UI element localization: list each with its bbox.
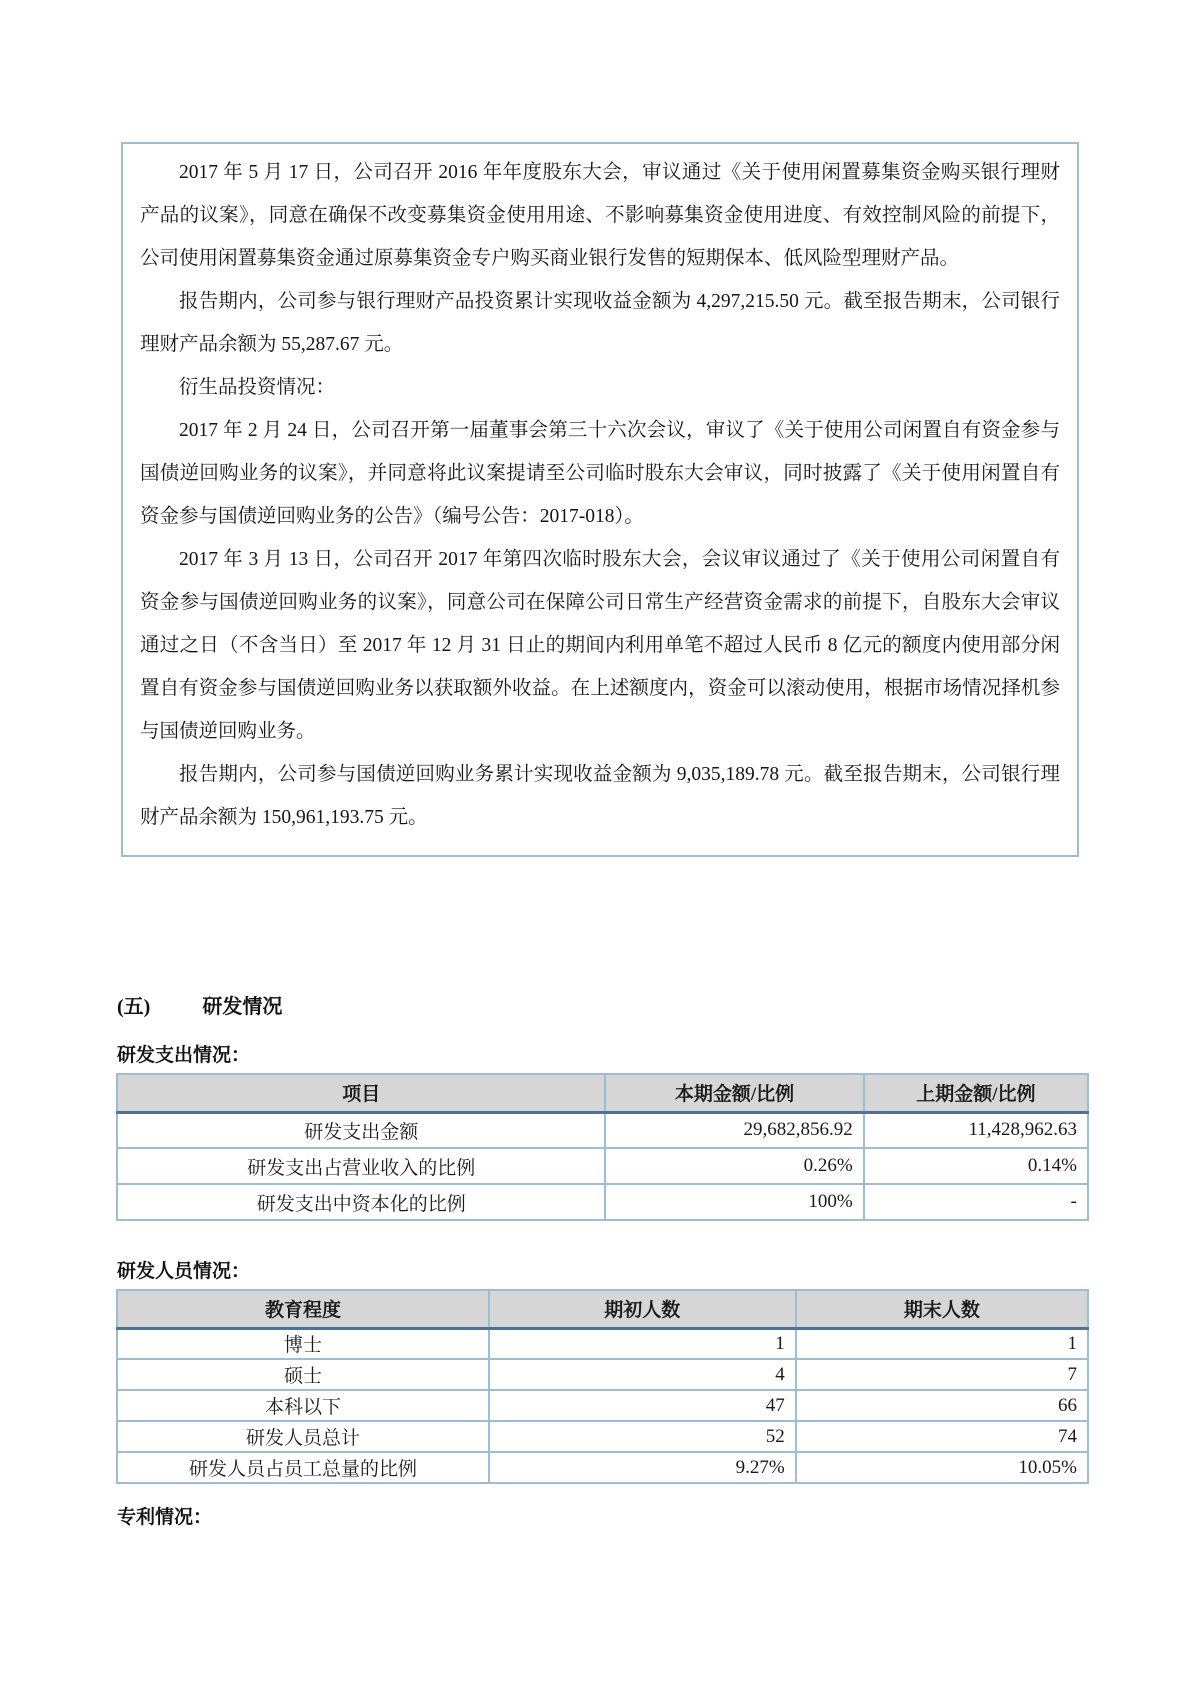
table-cell-begin: 52 (489, 1421, 796, 1452)
rd-staff-label: 研发人员情况： (117, 1261, 251, 1282)
table-cell-current: 100% (605, 1184, 863, 1220)
table-cell-item: 研发支出金额 (117, 1112, 605, 1148)
paragraph-wealth-product-income: 报告期内，公司参与银行理财产品投资累计实现收益金额为 4,297,215.50 元。截至报告期末，公司银行理财产品余额为 55,287.67 元。 (140, 291, 1060, 355)
paragraph-board-meeting: 2017 年 2 月 24 日，公司召开第一届董事会第三十六次会议，审议了《关于使用公司闲置自有资金参与国债逆回购业务的议案》，并同意将此议案提请至公司临时股东大会审议，同时披露了《关于使用闲置自有资金参与国债逆回购业务的公告》（编号公告：2017-018）。 (140, 420, 1060, 527)
paragraph-egm-approval: 2017 年 3 月 13 日，公司召开 2017 年第四次临时股东大会，会议审议通过了《关于使用公司闲置自有资金参与国债逆回购业务的议案》，同意公司在保障公司日常生产经营资金需求的前提下，自股东大会审议通过之日（不含当日）至 2017 年 12 月 31 日止的期间内利用单笔不超过人民币 8 亿元的额度内使用部分闲置自有资金参与国债逆回购业务以获取额外收益。在上述额度内，资金可以滚动使用，根据市场情况择机参与国债逆回购业务。 (140, 549, 1060, 742)
table-cell-education: 研发人员占员工总量的比例 (117, 1452, 489, 1483)
table-row (117, 1359, 1088, 1390)
table-cell-education: 本科以下 (117, 1390, 489, 1421)
table-cell-end: 1 (796, 1328, 1088, 1359)
table-cell-begin: 1 (489, 1328, 796, 1359)
table-row (117, 1148, 1088, 1184)
table-cell-prior: 11,428,962.63 (864, 1112, 1088, 1148)
table-cell-begin: 47 (489, 1390, 796, 1421)
rd-expense-table (116, 1073, 1089, 1221)
rd-staff-table (116, 1289, 1089, 1484)
table-cell-education: 博士 (117, 1328, 489, 1359)
table-cell-item: 研发支出占营业收入的比例 (117, 1148, 605, 1184)
table-cell-current: 0.26% (605, 1148, 863, 1184)
table-cell-education: 研发人员总计 (117, 1421, 489, 1452)
rd-expense-label: 研发支出情况： (117, 1045, 251, 1066)
column-header-current-period: 本期金额/比例 (605, 1074, 863, 1112)
column-header-education: 教育程度 (117, 1290, 489, 1328)
table-cell-current: 29,682,856.92 (605, 1112, 863, 1148)
table-row (117, 1421, 1088, 1452)
table-header-row (117, 1290, 1088, 1328)
column-header-prior-period: 上期金额/比例 (864, 1074, 1088, 1112)
table-cell-end: 74 (796, 1421, 1088, 1452)
table-row (117, 1184, 1088, 1220)
section-heading (117, 990, 282, 1019)
table-cell-prior: - (864, 1184, 1088, 1220)
paragraph-repo-income: 报告期内，公司参与国债逆回购业务累计实现收益金额为 9,035,189.78 元。截至报告期末，公司银行理财产品余额为 150,961,193.75 元。 (140, 764, 1060, 828)
column-header-item: 项目 (117, 1074, 605, 1112)
table-cell-begin: 9.27% (489, 1452, 796, 1483)
narrative-text-box (121, 142, 1079, 857)
table-row (117, 1390, 1088, 1421)
column-header-end-count: 期末人数 (796, 1290, 1088, 1328)
column-header-begin-count: 期初人数 (489, 1290, 796, 1328)
section-title: 研发情况 (202, 996, 283, 1018)
table-row (117, 1452, 1088, 1483)
table-cell-prior: 0.14% (864, 1148, 1088, 1184)
table-cell-item: 研发支出中资本化的比例 (117, 1184, 605, 1220)
table-cell-end: 66 (796, 1390, 1088, 1421)
section-number: (五) (117, 996, 151, 1018)
table-row (117, 1328, 1088, 1359)
paragraph-shareholder-meeting: 2017 年 5 月 17 日，公司召开 2016 年年度股东大会，审议通过《关于使用闲置募集资金购买银行理财产品的议案》，同意在确保不改变募集资金使用用途、不影响募集资金使用进度、有效控制风险的前提下，公司使用闲置募集资金通过原募集资金专户购买商业银行发售的短期保本、低风险型理财产品。 (140, 162, 1060, 269)
table-cell-begin: 4 (489, 1359, 796, 1390)
table-cell-end: 7 (796, 1359, 1088, 1390)
table-cell-education: 硕士 (117, 1359, 489, 1390)
paragraph-derivatives-label: 衍生品投资情况： (179, 377, 336, 398)
table-cell-end: 10.05% (796, 1452, 1088, 1483)
table-header-row (117, 1074, 1088, 1112)
table-row (117, 1112, 1088, 1148)
patent-label: 专利情况： (117, 1507, 213, 1528)
